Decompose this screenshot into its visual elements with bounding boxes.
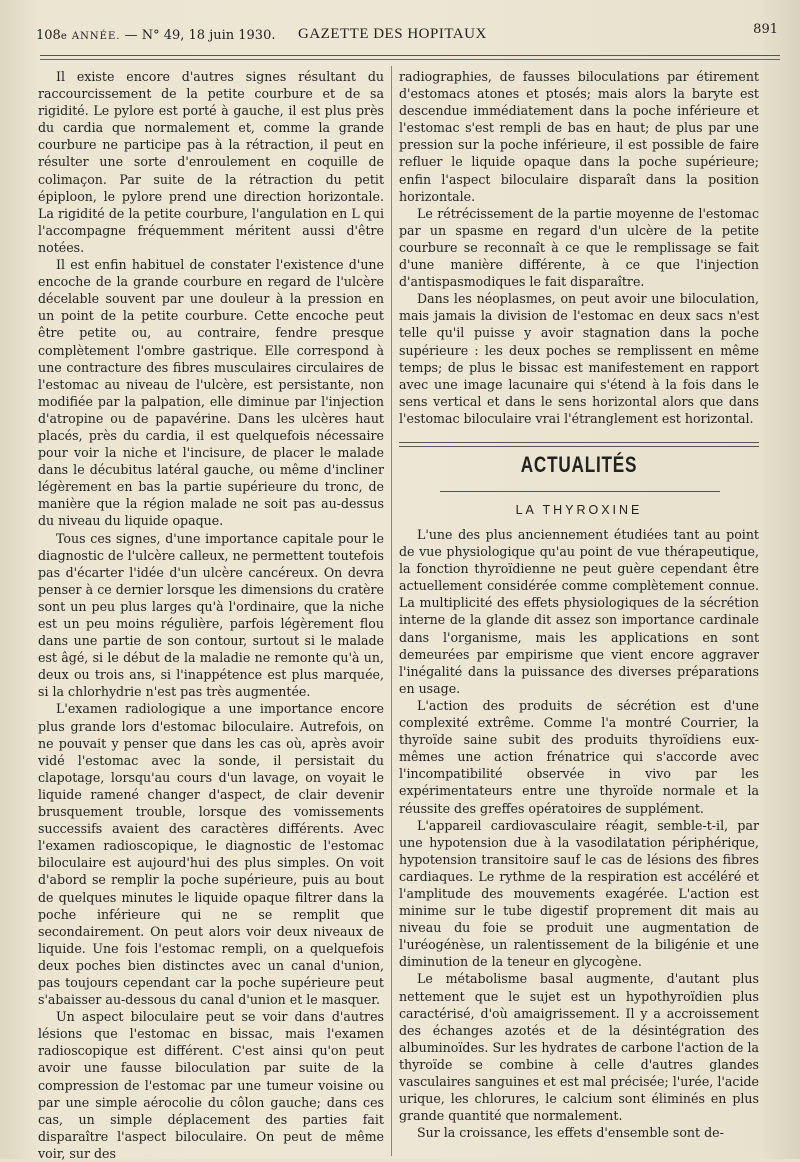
section-title: ACTUALITÉS: [520, 452, 638, 477]
paragraph: Un aspect biloculaire peut se voir dans d'autres lésions que l'estomac en bissac, mais l'examen radioscopique est différent. C'est ainsi qu'on peut avoir une fausse biloculation par suite de la compression de l'estomac par une tumeur voisine ou par une simple aérocolie du côlon gauche; dans ces cas, un simple déplacement des parties fait disparaître l'aspect biloculaire. On peut de même voir, sur des: [38, 1009, 384, 1161]
right-column-bottom: [399, 526, 759, 1141]
year-suffix: e ANNÉE.: [60, 31, 121, 42]
article-title: LA THYROXINE: [515, 503, 643, 517]
paragraph: Il est enfin habituel de constater l'existence d'une encoche de la grande courbure en regard de l'ulcère décelable souvent par une douleur à la pression en un point de la petite courbure. Cette encoche peut être petite ou, au contraire, fendre presque complètement l'ombre gastrique. Elle correspond à une contracture des fibres musculaires circulaires de l'estomac au niveau de l'ulcère, est persistante, non modifiée par la palpation, elle diminue par l'injection d'atropine ou de papavérine. Dans les ulcères haut placés, près du cardia, il est quelquefois nécessaire pour voir la niche et l'incisure, de placer le malade dans le décubitus latéral gauche, ou même d'incliner légèrement en bas la partie supérieure du tronc, de manière que la région malade ne soit pas au-dessus du niveau du liquide opaque.: [38, 257, 384, 529]
paragraph: L'examen radiologique a une importance encore plus grande lors d'estomac biloculaire. Autrefois, on ne pouvait y penser que dans les cas où, après avoir vidé l'estomac avec la sonde, il persistait du clapotage, lorsqu'au cours d'un lavage, on voyait le liquide ramené changer d'aspect, de clair devenir brusquement trouble, lorsque des vomissements successifs avaient des caractères différents. Avec l'examen radioscopique, le diagnostic de l'estomac biloculaire est aujourd'hui des plus simples. On voit d'abord se remplir la poche supérieure, puis au bout de quelques minutes le liquide opaque filtrer dans la poche inférieure qui ne se remplit que secondairement. On peut alors voir deux niveaux de liquide. Une fois l'estomac rempli, on a quelquefois deux poches bien distinctes avec un canal d'union, pas toujours cependant car la poche supérieure peut s'abaisser au-dessous du canal d'union et le masquer.: [38, 701, 384, 1008]
right-column-top: [399, 68, 759, 427]
page-number: 891: [753, 22, 778, 37]
left-column: [38, 68, 384, 1162]
header-rule-secondary: [40, 59, 780, 60]
section-rule-top-2: [399, 446, 759, 447]
paragraph: Sur la croissance, les effets d'ensemble sont de-: [417, 1125, 724, 1141]
paragraph: L'une des plus anciennement étudiées tant au point de vue physiologique qu'au point de vue thérapeutique, la fonction thyroïdienne ne peut guère cependant être actuellement considérée comme complètement connue. La multiplicité des effets physiologiques de la sécrétion interne de la glande dit assez son importance cardinale dans l'organisme, mais les applications en sont demeurées par empirisme que vient encore aggraver l'inégalité dans la puissance des diverses préparations en usage.: [399, 527, 759, 696]
column-divider: [391, 66, 392, 1156]
journal-title: GAZETTE DES HOPITAUX: [298, 26, 487, 42]
section-rule-bottom: [440, 491, 720, 492]
issue-date: — N° 49, 18 juin 1930.: [124, 28, 276, 43]
paragraph: L'action des produits de sécrétion est d'une complexité extrême. Comme l'a montré Courrier, la thyroïde saine subit des produits thyroïdiens eux-mêmes une action frénatrice qui s'accorde avec l'incompatibilité observée in vivo par les expérimentateurs entre une thyroïde normale et la réussite des greffes opératoires de supplément.: [399, 697, 759, 816]
paragraph: Tous ces signes, d'une importance capitale pour le diagnostic de l'ulcère calleux, ne permettent toutefois pas d'écarter l'idée d'un ulcère cancéreux. On devra penser à ce dernier lorsque les dimensions du cratère sont un peu plus larges qu'à l'ordinaire, que la niche est un peu moins régulière, parfois légèrement flou dans une partie de son contour, surtout si le malade est âgé, si le début de la maladie ne remonte qu'à un, deux ou trois ans, si l'inappétence est plus marquée, si la chlorhydrie n'est pas très augmentée.: [38, 530, 384, 700]
paragraph: Le rétrécissement de la partie moyenne de l'estomac par un spasme en regard d'un ulcère de la petite courbure se reconnaît à ce que le remplissage se fait d'une manière différente, à ce que l'injection d'antispasmodiques le fait disparaître.: [399, 205, 759, 290]
paragraph: L'appareil cardiovasculaire réagit, semble-t-il, par une hypotension due à la vasodilatation périphérique, hypotension transitoire sauf le cas de lésions des fibres cardiaques. Le rythme de la respiration est accéléré et l'amplitude des mouvements exagérée. L'action est minime sur le tube digestif proprement dit mais au niveau du foie se produit une augmentation de l'uréogénèse, un ralentissement de la biligénie et une diminution de la teneur en glycogène.: [399, 817, 759, 970]
header-rule: [40, 55, 780, 56]
section-rule-top: [399, 442, 759, 443]
paragraph: Le métabolisme basal augmente, d'autant plus nettement que le sujet est un hypothyroïdien plus caractérisé, d'où amaigrissement. Il y a accroissement des échanges azotés et de la désintégration des albuminoïdes. Sur les hydrates de carbone l'action de la thyroïde se combine à celle d'autres glandes vasculaires sanguines et est mal précisée; l'urée, l'acide urique, les chlorures, le calcium sont éliminés en plus grande quantité que normalement.: [399, 971, 759, 1124]
paragraph: Dans les néoplasmes, on peut avoir une biloculation, mais jamais la division de l'estomac en deux sacs n'est telle qu'il puisse y avoir stagnation dans la poche supérieure : les deux poches se remplissent en même temps; de plus le bissac est manifestement en rapport avec une image lacunaire qui s'étend à la fois dans le sens vertical et dans le sens horizontal alors que dans l'estomac biloculaire vrai l'étranglement est horizontal.: [399, 291, 759, 426]
issue-line: [36, 28, 275, 43]
page-header: [36, 22, 786, 50]
paragraph: Il existe encore d'autres signes résultant du raccourcissement de la petite courbure et de sa rigidité. Le pylore est porté à gauche, il est plus près du cardia que normalement et, comme la grande courbure ne participe pas à la rétraction, il peut en résulter une sorte d'enroulement en coquille de colimaçon. Par suite de la rétraction du petit épiploon, le pylore prend une direction horizontale. La rigidité de la petite courbure, l'angulation en L qui l'accompagne fréquemment méritent aussi d'être notées.: [38, 69, 384, 255]
paragraph: radiographies, de fausses biloculations par étirement d'estomacs atones et ptosés; mais alors la baryte est descendue immédiatement dans la poche inférieure et l'estomac s'est rempli de bas en haut; de plus par une pression sur la poche inférieure, il est possible de faire refluer le liquide opaque dans la poche supérieure; enfin l'aspect biloculaire disparaît dans la position horizontale.: [399, 69, 759, 204]
year: 108: [36, 28, 61, 43]
